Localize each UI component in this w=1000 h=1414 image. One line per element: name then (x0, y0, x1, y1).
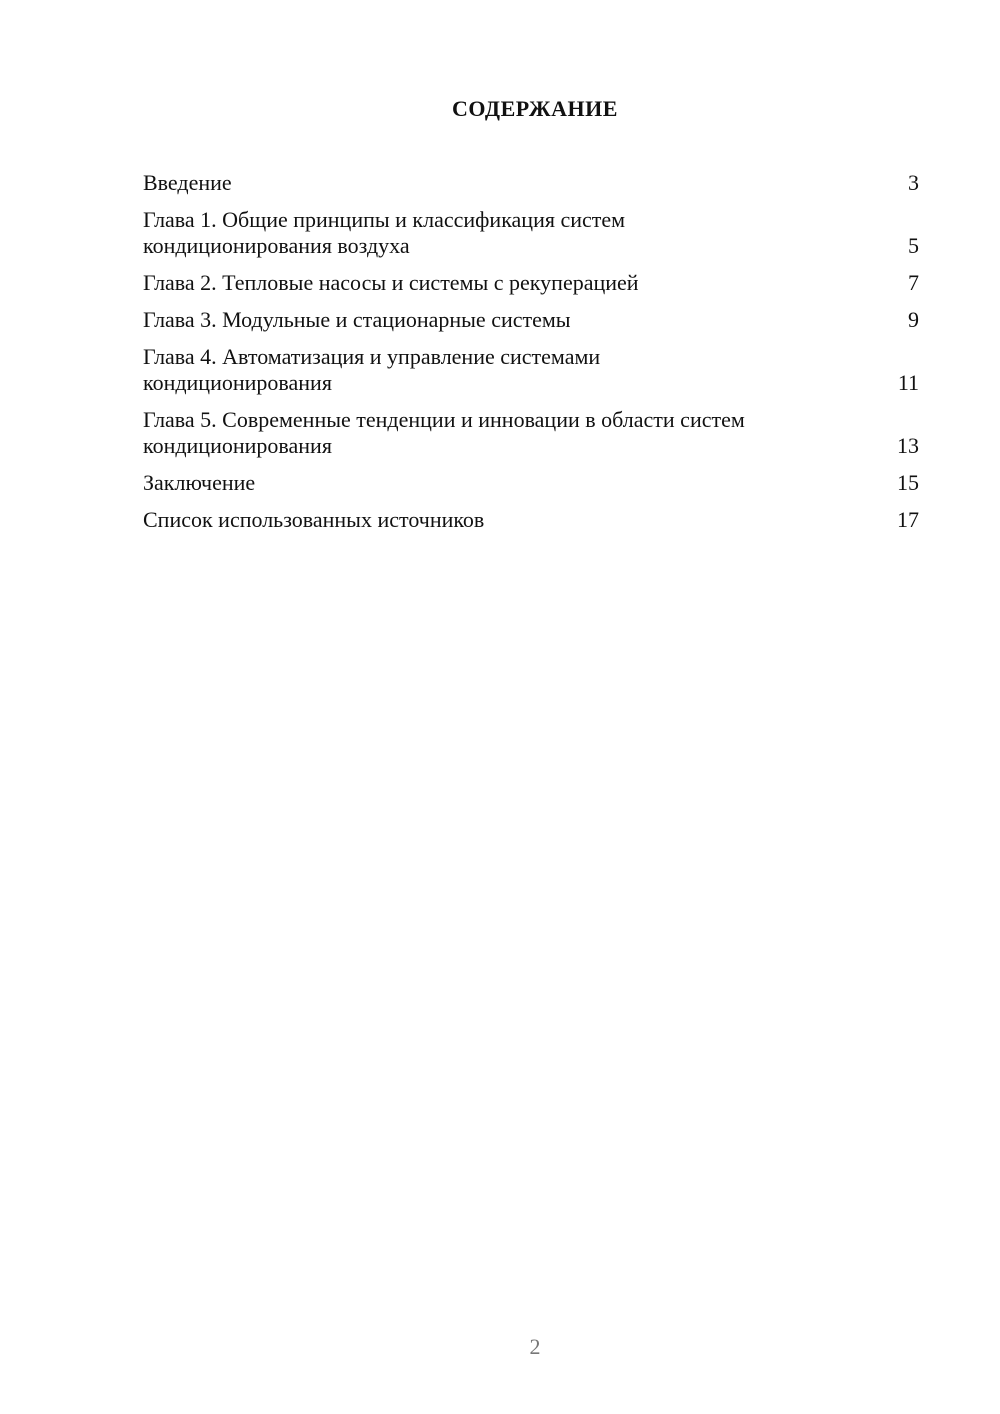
toc-entry-title: Введение (143, 170, 232, 195)
page-title: СОДЕРЖАНИЕ (452, 96, 618, 121)
toc-entry-chapter-2 (143, 270, 919, 296)
toc-entry-introduction (143, 170, 919, 196)
toc-entry-page: 9 (908, 307, 919, 332)
toc-entry-references (143, 507, 919, 533)
toc-entry-page: 17 (897, 507, 919, 532)
toc-entry-page: 5 (908, 233, 919, 258)
toc-entry-page: 13 (897, 433, 919, 458)
toc-entry-page: 7 (908, 270, 919, 295)
toc-entry-title: Глава 4. Автоматизация и управление системами кондиционирования (143, 344, 601, 395)
toc-entry-chapter-4 (143, 344, 919, 396)
toc-entry-title: Глава 5. Современные тенденции и инновации в области систем кондиционирования (143, 407, 745, 458)
toc-entry-title: Глава 3. Модульные и стационарные системы (143, 307, 571, 332)
toc-entry-title: Глава 2. Тепловые насосы и системы с рекуперацией (143, 270, 639, 295)
toc-entry-conclusion (143, 470, 919, 496)
toc-entry-title: Глава 1. Общие принципы и классификация систем кондиционирования воздуха (143, 207, 626, 258)
toc-entry-page: 3 (908, 170, 919, 195)
toc-entry-chapter-5 (143, 407, 919, 459)
table-of-contents (143, 170, 919, 544)
toc-entry-chapter-1 (143, 207, 919, 259)
toc-entry-page: 15 (897, 470, 919, 495)
page-number: 2 (529, 1334, 541, 1359)
toc-entry-page: 11 (897, 370, 919, 395)
toc-entry-chapter-3 (143, 307, 919, 333)
toc-entry-title: Список использованных источников (143, 507, 485, 532)
toc-entry-title: Заключение (143, 470, 256, 495)
